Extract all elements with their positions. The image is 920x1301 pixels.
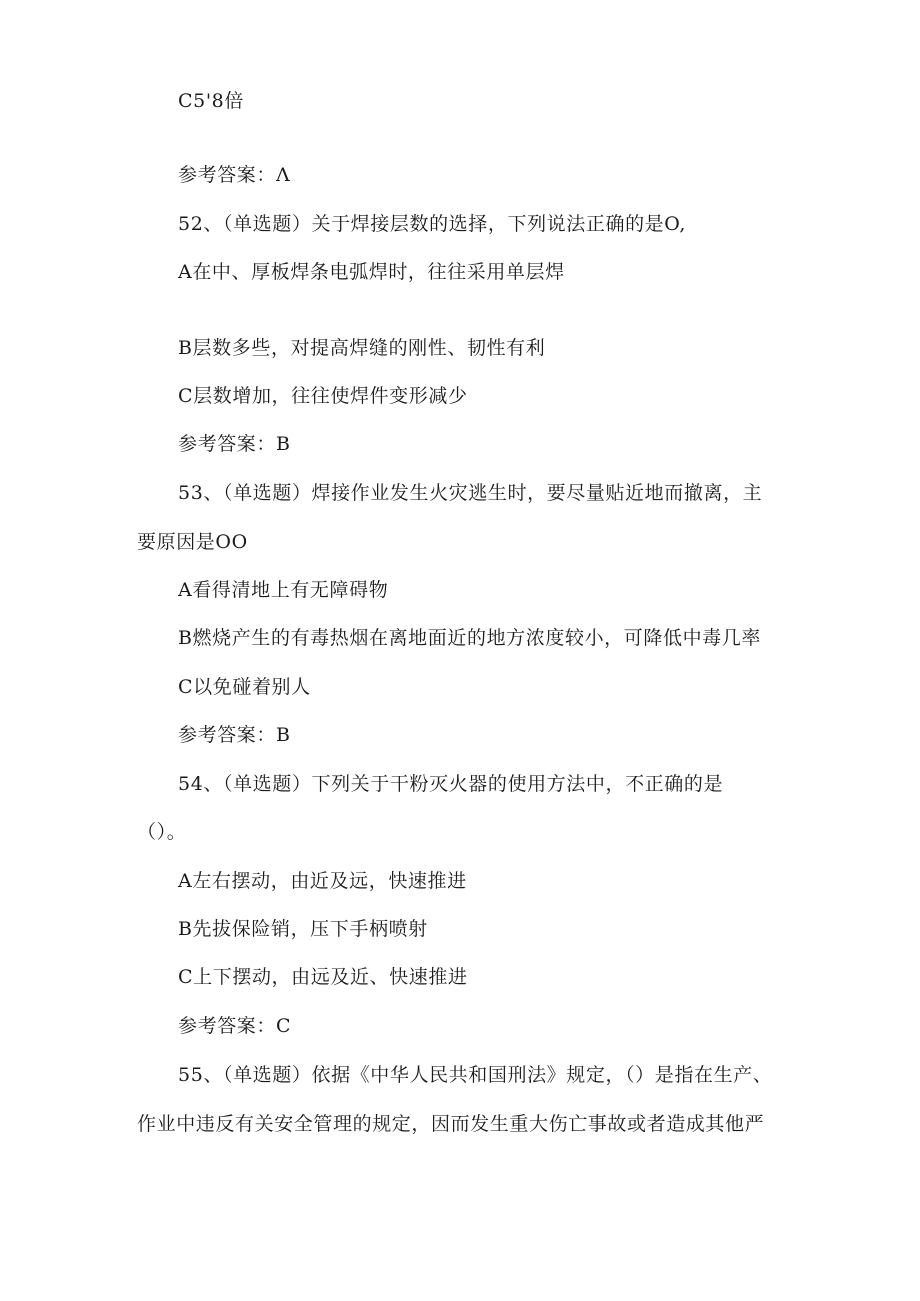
option-b-q53: B燃烧产生的有毒热烟在离地面近的地方浓度较小，可降低中毒几率 — [178, 627, 761, 649]
option-c-q53: C以免碰着别人 — [178, 676, 311, 698]
option-a-q52: A在中、厚板焊条电弧焊时，往往采用单层焊 — [178, 261, 565, 283]
answer-q51: 参考答案：Λ — [178, 164, 291, 186]
question-55-cont: 作业中违反有关安全管理的规定，因而发生重大伤亡事故或者造成其他严 — [137, 1113, 765, 1135]
option-a-q53: A看得清地上有无障碍物 — [178, 579, 389, 601]
question-53: 53、（单选题）焊接作业发生火灾逃生时，要尽量贴近地而撤离，主 — [178, 482, 763, 504]
question-52: 52、（单选题）关于焊接层数的选择，下列说法正确的是O, — [178, 213, 686, 235]
option-c-q52: C层数增加，往往使焊件变形减少 — [178, 385, 468, 407]
question-55: 55、（单选题）依据《中华人民共和国刑法》规定，（）是指在生产、 — [178, 1064, 773, 1086]
answer-q54: 参考答案：C — [178, 1015, 292, 1037]
answer-q53: 参考答案：B — [178, 724, 291, 746]
option-a-q54: A左右摆动，由近及远，快速推进 — [178, 870, 467, 892]
question-54: 54、（单选题）下列关于干粉灭火器的使用方法中，不正确的是 — [178, 773, 724, 795]
option-b-q54: B先拔保险销，压下手柄喷射 — [178, 918, 428, 940]
option-b-q52: B层数多些，对提高焊缝的刚性、韧性有利 — [178, 337, 546, 359]
option-c-q51: C5'8倍 — [178, 90, 244, 112]
option-c-q54: C上下摆动，由远及近、快速推进 — [178, 966, 468, 988]
question-54-cont: （）。 — [137, 821, 187, 843]
question-53-cont: 要原因是OO — [137, 531, 248, 553]
answer-q52: 参考答案：B — [178, 433, 291, 455]
